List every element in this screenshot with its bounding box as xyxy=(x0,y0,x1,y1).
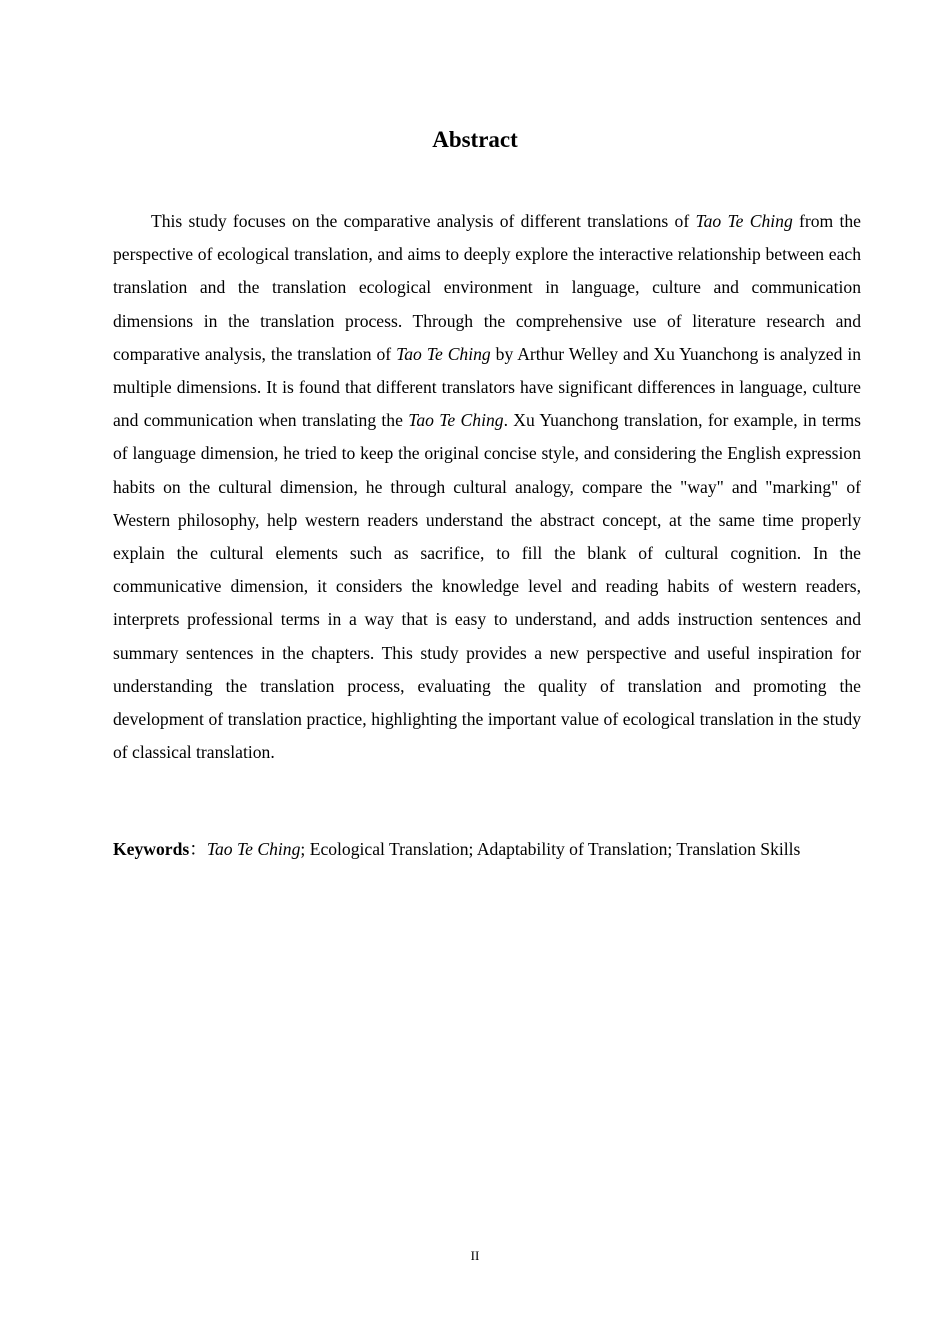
book-title-italic: Tao Te Ching xyxy=(396,343,491,364)
abstract-title: Abstract xyxy=(432,127,518,152)
keyword-tao-te-ching: Tao Te Ching xyxy=(206,839,301,859)
abstract-text-1: This study focuses on the comparative analysis of different translations of xyxy=(151,211,696,231)
abstract-text-2: from the perspective of ecological translation, and aims to deeply explore the interactive relationship between each translation and the translation ecological environment in language, culture and communication dimensions in the translation process. Through the comprehensive use of literature research and comparative analysis, the translation of xyxy=(113,211,861,364)
abstract-paragraph xyxy=(113,205,861,769)
book-title-italic: Tao Te Ching xyxy=(695,211,793,231)
keywords-rest: ; Ecological Translation; Adaptability of Translation; Translation Skills xyxy=(300,839,801,859)
page-number: II xyxy=(470,1248,480,1263)
abstract-text-4: . Xu Yuanchong translation, for example, in terms of language dimension, he tried to keep the original concise style, and considering the English expression habits on the cultural dimension, he through cultural analogy, compare the "way" and "marking" of Western philosophy, help western readers understand the abstract concept, at the same time properly explain the cultural elements such as sacrifice, to fill the blank of cultural cognition. In the communicative dimension, it considers the knowledge level and reading habits of western readers, interprets professional terms in a way that is easy to understand, and adds instruction sentences and summary sentences in the chapters. This study provides a new perspective and useful inspiration for understanding the translation process, evaluating the quality of translation and promoting the development of translation practice, highlighting the important value of ecological translation in the study of classical translation. xyxy=(113,410,861,763)
book-title-italic: Tao Te Ching xyxy=(408,410,504,431)
keywords-label: Keywords xyxy=(113,839,190,859)
keywords-separator: ： xyxy=(189,839,207,859)
abstract-text-3: by Arthur Welley and Xu Yuanchong is analyzed in multiple dimensions. It is found that different translators have significant differences in language, culture and communication when translating the xyxy=(113,343,862,431)
keywords-line xyxy=(113,837,833,862)
